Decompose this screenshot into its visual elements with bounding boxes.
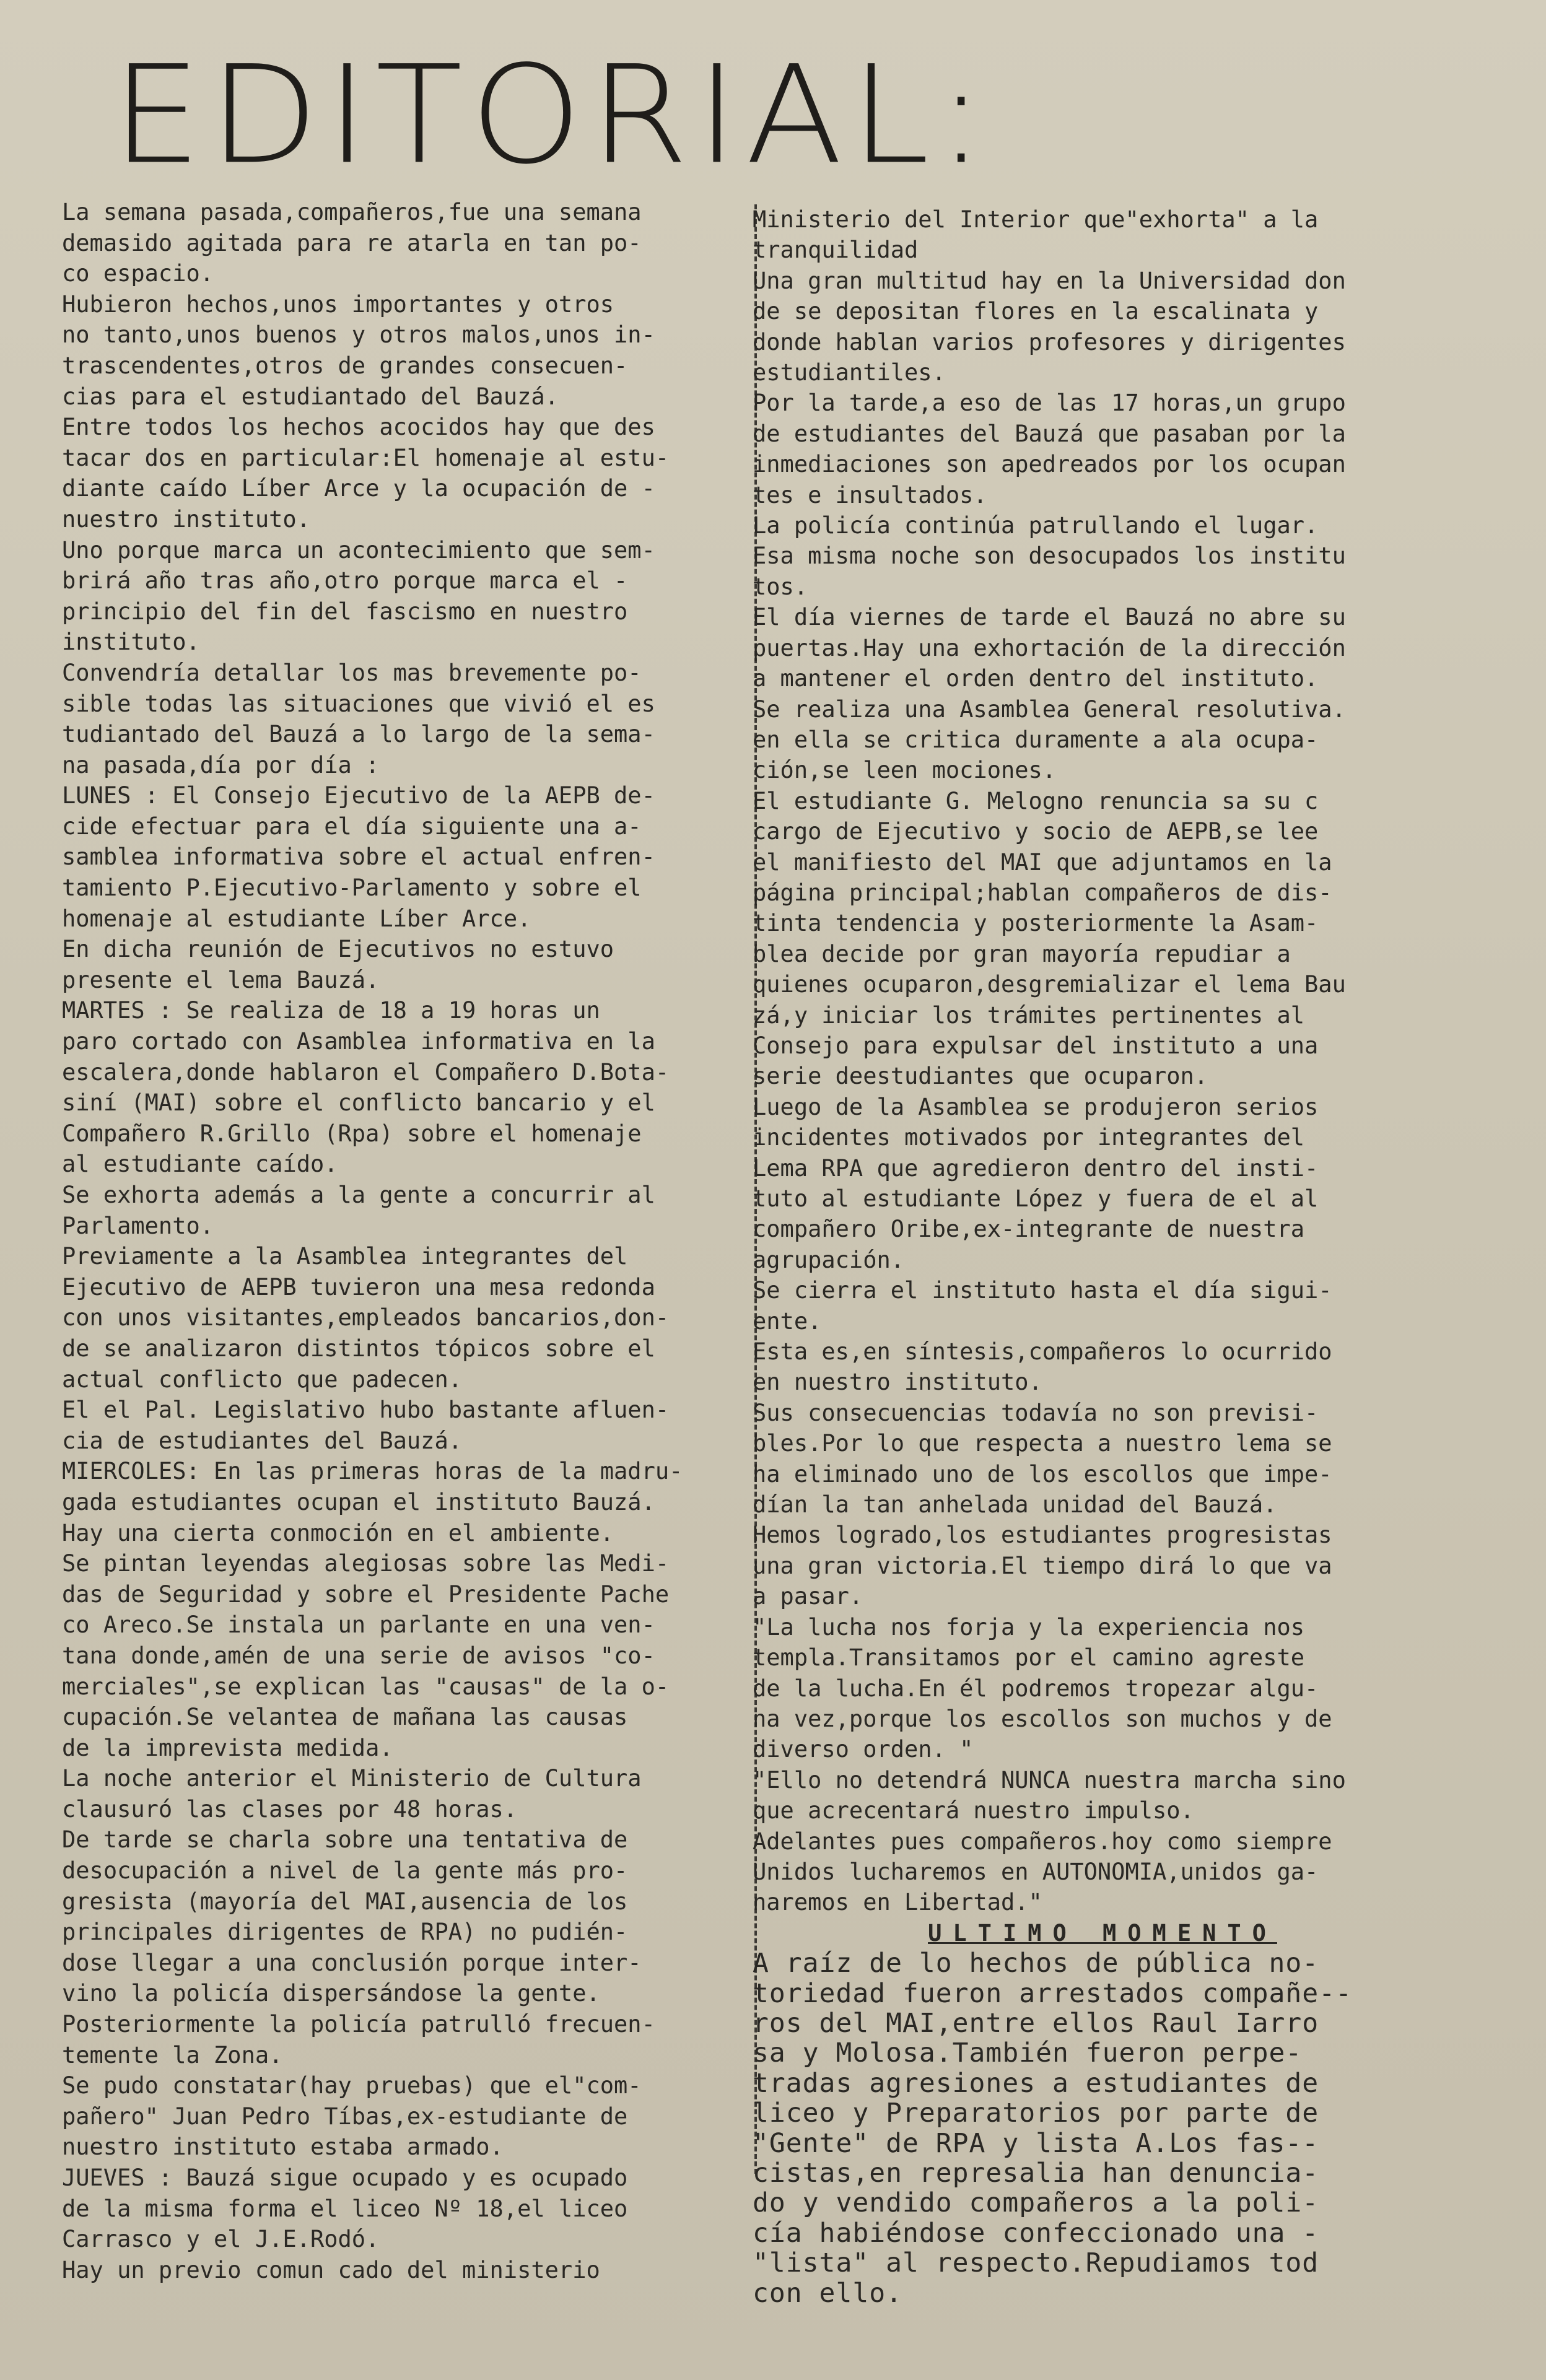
text-line: estudiantiles. — [753, 359, 946, 386]
editorial-title: EDITORIAL: — [111, 37, 993, 194]
text-line: Por la tarde,a eso de las 17 horas,un grupo — [753, 390, 1346, 417]
text-line: Parlamento. — [62, 1212, 214, 1239]
text-line: de estudiantes del Bauzá que pasaban por la — [753, 420, 1346, 447]
text-line: tinta tendencia y posteriormente la Asam- — [753, 910, 1319, 937]
text-line: Esa misma noche son desocupados los institu — [753, 543, 1346, 570]
text-line: ros del MAI,entre ellos Raul Iarro — [753, 2008, 1319, 2039]
day-entry-line: LUNES : El Consejo Ejecutivo de la AEPB de- — [62, 782, 655, 809]
text-line: tuto al estudiante López y fuera de el al — [753, 1185, 1319, 1212]
text-line: tes e insultados. — [753, 481, 987, 508]
text-line: Convendría detallar los mas brevemente po- — [62, 659, 642, 686]
day-entry-line: MIERCOLES: En las primeras horas de la madru- — [62, 1458, 683, 1485]
text-line: Hay un previo comun cado del ministerio — [62, 2256, 600, 2283]
text-line: demasido agitada para re atarla en tan po- — [62, 229, 642, 256]
text-line: Hay una cierta conmoción en el ambiente. — [62, 1519, 614, 1546]
text-line: cía habiéndose confeccionado una - — [753, 2218, 1319, 2249]
text-line: donde hablan varios profesores y dirigentes — [753, 328, 1346, 355]
text-line: nuestro instituto. — [62, 505, 310, 533]
text-line: das de Seguridad y sobre el Presidente Pache — [62, 1580, 670, 1608]
text-line: Se realiza una Asamblea General resolutiva. — [753, 695, 1346, 723]
text-line: De tarde se charla sobre una tentativa de — [62, 1826, 628, 1854]
text-line: Se exhorta además a la gente a concurrir al — [62, 1182, 655, 1208]
text-line: ha eliminado uno de los escollos que impe- — [753, 1460, 1332, 1488]
text-line: Esta es,en síntesis,compañeros lo ocurrido — [753, 1338, 1332, 1366]
text-line: ente. — [753, 1307, 822, 1335]
text-line: dían la tan anhelada unidad del Bauzá. — [753, 1491, 1277, 1519]
text-line: serie deestudiantes que ocuparon. — [753, 1063, 1208, 1090]
text-line: Ministerio del Interior que"exhorta" a la — [753, 206, 1319, 233]
text-line: no tanto,unos buenos y otros malos,unos in- — [62, 321, 655, 349]
text-line: Ejecutivo de AEPB tuvieron una mesa redonda — [62, 1273, 655, 1301]
text-line: tudiantado del Bauzá a lo largo de la sema- — [62, 721, 655, 748]
text-line: el manifiesto del MAI que adjuntamos en la — [753, 848, 1332, 876]
text-line: co espacio. — [62, 260, 214, 287]
text-line: cide efectuar para el día siguiente una a- — [62, 813, 642, 840]
text-line: Se pintan leyendas alegiosas sobre las Medi- — [62, 1550, 670, 1577]
text-line: puertas.Hay una exhortación de la dirección — [753, 634, 1346, 661]
day-entry-line: MARTES : Se realiza de 18 a 19 horas un — [62, 997, 600, 1024]
text-line: La noche anterior el Ministerio de Cultura — [62, 1765, 642, 1792]
text-line: Luego de la Asamblea se produjeron serios — [753, 1093, 1319, 1120]
text-line: de la misma forma el liceo Nº 18,el liceo — [62, 2195, 628, 2222]
text-line: na vez,porque los escollos son muchos y de — [753, 1705, 1332, 1732]
text-line: con ello. — [753, 2278, 902, 2309]
text-line: naremos en Libertad." — [753, 1889, 1042, 1916]
text-line: tranquilidad — [753, 237, 919, 264]
ultimo-momento-heading: ULTIMO MOMENTO — [928, 1919, 1277, 1946]
text-line: diverso orden. " — [753, 1736, 974, 1763]
text-line: merciales",se explican las "causas" de la o- — [62, 1673, 670, 1700]
text-line: trascendentes,otros de grandes consecuen- — [62, 352, 628, 379]
text-line: tacar dos en particular:El homenaje al estu- — [62, 444, 670, 471]
text-line: escalera,donde hablaron el Compañero D.Bota- — [62, 1058, 670, 1086]
text-line: Lema RPA que agredieron dentro del insti- — [753, 1154, 1319, 1182]
text-line: al estudiante caído. — [62, 1151, 338, 1178]
text-line: a mantener el orden dentro del instituto. — [753, 665, 1319, 692]
text-line: actual conflicto que padecen. — [62, 1366, 463, 1393]
text-line: "Gente" de RPA y lista A.Los fas-- — [753, 2128, 1319, 2158]
text-line: Previamente a la Asamblea integrantes del — [62, 1243, 628, 1270]
text-line: toriedad fueron arrestados compañe-- — [753, 1978, 1352, 2008]
text-line: presente el lema Bauzá. — [62, 966, 380, 993]
text-line: bles.Por lo que respecta a nuestro lema se — [753, 1430, 1332, 1457]
text-line: El estudiante G. Melogno renuncia sa su c — [753, 787, 1319, 814]
text-line: El el Pal. Legislativo hubo bastante afluen- — [62, 1397, 670, 1424]
text-line: en nuestro instituto. — [753, 1369, 1042, 1396]
text-line: en ella se critica duramente a ala ocupa- — [753, 726, 1319, 753]
text-line: de la lucha.En él podremos tropezar algu- — [753, 1675, 1319, 1702]
text-line: de se depositan flores en la escalinata y — [753, 298, 1319, 325]
text-line: na pasada,día por día : — [62, 751, 380, 778]
text-line: Carrasco y el J.E.Rodó. — [62, 2226, 380, 2253]
text-line: cargo de Ejecutivo y socio de AEPB,se lee — [753, 818, 1319, 845]
text-line: Unidos lucharemos en AUTONOMIA,unidos ga- — [753, 1858, 1319, 1885]
text-line: "lista" al respecto.Repudiamos tod — [753, 2248, 1319, 2278]
text-line: La policía continúa patrullando el lugar. — [753, 512, 1319, 539]
text-line: inmediaciones son apedreados por los ocupan — [753, 451, 1346, 478]
text-line: cia de estudiantes del Bauzá. — [62, 1427, 463, 1454]
text-line: Se pudo constatar(hay pruebas) que el"com- — [62, 2072, 642, 2099]
text-line: a pasar. — [753, 1583, 863, 1610]
text-line: gresista (mayoría del MAI,ausencia de los — [62, 1888, 628, 1915]
text-line: de se analizaron distintos tópicos sobre el — [62, 1335, 655, 1362]
left-column — [62, 197, 737, 2285]
text-line: Posteriormente la policía patrulló frecuen- — [62, 2011, 655, 2038]
text-line: siní (MAI) sobre el conflicto bancario y el — [62, 1089, 655, 1117]
text-line: con unos visitantes,empleados bancarios,don- — [62, 1304, 670, 1332]
right-column — [753, 204, 1452, 2308]
text-line: clausuró las clases por 48 horas. — [62, 1795, 518, 1823]
day-entry-line: JUEVES : Bauzá sigue ocupado y es ocupado — [62, 2164, 628, 2191]
text-line: agrupación. — [753, 1246, 905, 1273]
text-line: samblea informativa sobre el actual enfren- — [62, 843, 655, 871]
text-line: pañero" Juan Pedro Tíbas,ex-estudiante de — [62, 2103, 628, 2130]
text-line: diante caído Líber Arce y la ocupación de - — [62, 475, 655, 502]
text-line: una gran victoria.El tiempo dirá lo que va — [753, 1552, 1332, 1579]
text-line: En dicha reunión de Ejecutivos no estuvo — [62, 936, 614, 963]
text-line: tradas agresiones a estudiantes de — [753, 2068, 1319, 2099]
text-line: La semana pasada,compañeros,fue una semana — [62, 199, 642, 225]
text-line: vino la policía dispersándose la gente. — [62, 1980, 600, 2007]
text-line: Hubieron hechos,unos importantes y otros — [62, 290, 614, 318]
text-line: cias para el estudiantado del Bauzá. — [62, 383, 559, 410]
text-line: compañero Oribe,ex-integrante de nuestra — [753, 1216, 1305, 1243]
text-line: principales dirigentes de RPA) no pudién- — [62, 1919, 628, 1946]
text-line: Sus consecuencias todavía no son previsi- — [753, 1399, 1319, 1426]
text-line: tos. — [753, 573, 808, 600]
text-line: cupación.Se velantea de mañana las causas — [62, 1704, 628, 1731]
text-line: sa y Molosa.También fueron perpe- — [753, 2038, 1303, 2068]
text-line: Uno porque marca un acontecimiento que sem- — [62, 536, 655, 564]
text-line: El día viernes de tarde el Bauzá no abre su — [753, 604, 1346, 631]
text-line: Una gran multitud hay en la Universidad don — [753, 267, 1346, 294]
text-line: incidentes motivados por integrantes del — [753, 1124, 1305, 1151]
text-line: "La lucha nos forja y la experiencia nos — [753, 1613, 1305, 1641]
text-line: tana donde,amén de una serie de avisos "co- — [62, 1642, 655, 1669]
text-line: do y vendido compañeros a la poli- — [753, 2188, 1319, 2218]
text-line: cistas,en represalia han denuncia- — [753, 2158, 1319, 2189]
text-line: Consejo para expulsar del instituto a una — [753, 1032, 1319, 1059]
text-line: temente la Zona. — [62, 2041, 283, 2068]
text-line: brirá año tras año,otro porque marca el - — [62, 567, 628, 595]
text-line: página principal;hablan compañeros de dis- — [753, 879, 1332, 906]
text-line: nuestro instituto estaba armado. — [62, 2134, 504, 2161]
text-line: desocupación a nivel de la gente más pro- — [62, 1857, 628, 1885]
text-line: de la imprevista medida. — [62, 1734, 393, 1761]
text-line: ción,se leen mociones. — [753, 757, 1057, 784]
text-line: Adelantes pues compañeros.hoy como siempre — [753, 1828, 1332, 1855]
text-line: Compañero R.Grillo (Rpa) sobre el homenaje — [62, 1120, 642, 1147]
text-line: liceo y Preparatorios por parte de — [753, 2098, 1319, 2129]
text-line: tamiento P.Ejecutivo-Parlamento y sobre el — [62, 874, 642, 902]
text-line: que acrecentará nuestro impulso. — [753, 1797, 1194, 1824]
text-line: A raíz de lo hechos de pública no- — [753, 1948, 1319, 1979]
text-line: co Areco.Se instala un parlante en una ven- — [62, 1611, 655, 1639]
text-line: principio del fin del fascismo en nuestro — [62, 598, 628, 625]
text-line: Se cierra el instituto hasta el día sigui- — [753, 1277, 1332, 1304]
text-line: gada estudiantes ocupan el instituto Bauzá. — [62, 1488, 655, 1515]
text-line: Entre todos los hechos acocidos hay que des — [62, 414, 655, 441]
text-line: paro cortado con Asamblea informativa en la — [62, 1028, 655, 1055]
text-line: instituto. — [62, 629, 200, 656]
text-line: templa.Transitamos por el camino agreste — [753, 1644, 1305, 1672]
text-line: quienes ocuparon,desgremializar el lema Bau — [753, 971, 1346, 998]
text-line: Hemos logrado,los estudiantes progresistas — [753, 1522, 1332, 1549]
text-line: dose llegar a una conclusión porque inter- — [62, 1949, 642, 1976]
text-line: sible todas las situaciones que vivió el es — [62, 690, 655, 717]
text-line: homenaje al estudiante Líber Arce. — [62, 905, 531, 932]
text-line: blea decide por gran mayoría repudiar a — [753, 940, 1291, 967]
text-line: "Ello no detendrá NUNCA nuestra marcha sino — [753, 1766, 1346, 1794]
text-line: zá,y iniciar los trámites pertinentes al — [753, 1001, 1305, 1029]
